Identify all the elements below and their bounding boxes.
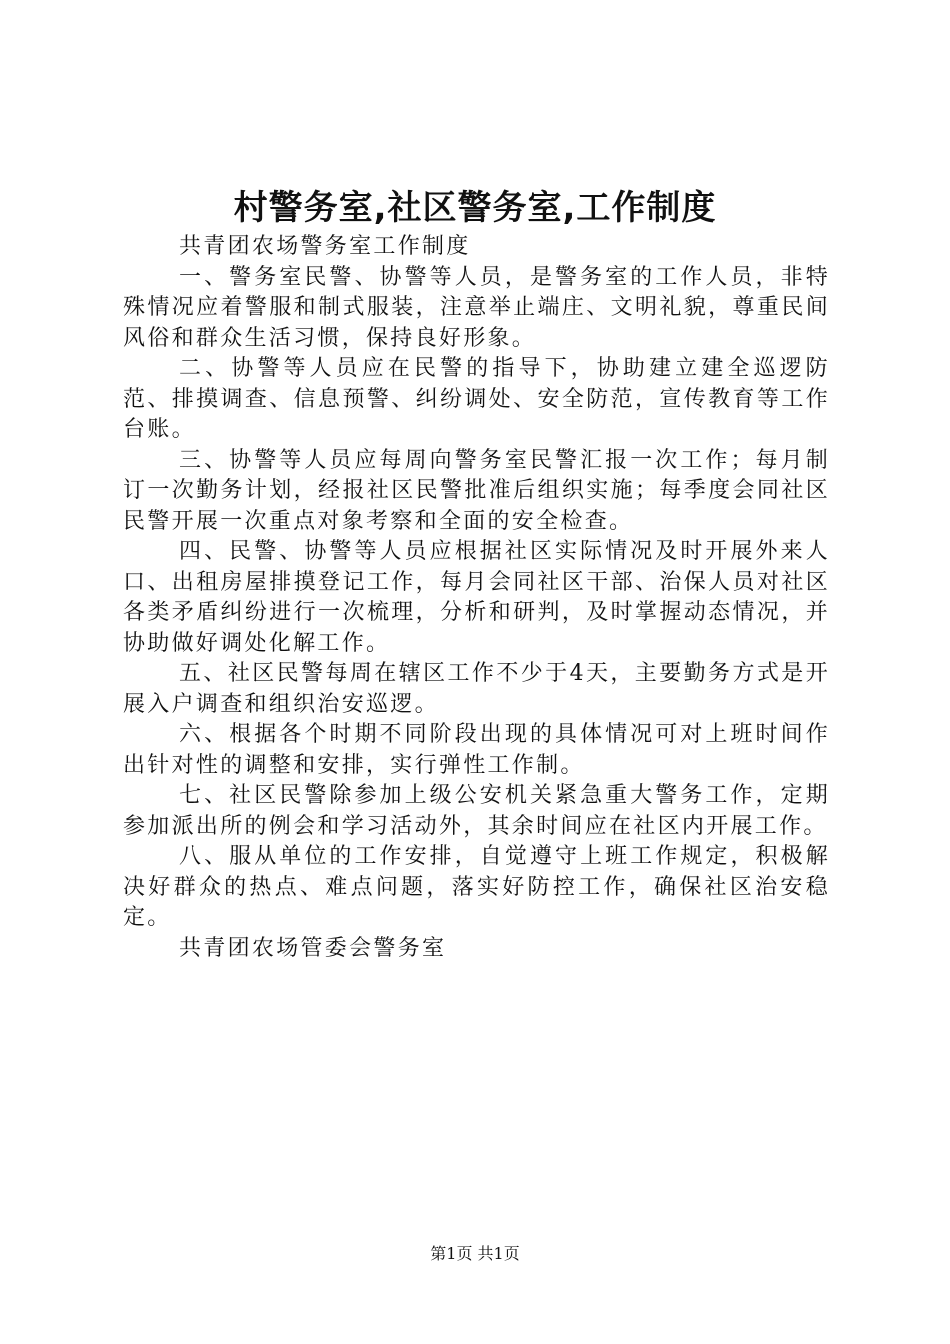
paragraph-3: 三、协警等人员应每周向警务室民警汇报一次工作；每月制订一次勤务计划，经报社区民警批准后组织实施；每季度会同社区民警开展一次重点对象考察和全面的安全检查。 xyxy=(123,447,830,534)
paragraph-5: 五、社区民警每周在辖区工作不少于4天，主要勤务方式是开展入户调查和组织治安巡逻。 xyxy=(123,661,830,717)
paragraph-7: 七、社区民警除参加上级公安机关紧急重大警务工作，定期参加派出所的例会和学习活动外，其余时间应在社区内开展工作。 xyxy=(123,783,830,839)
document-signature: 共青团农场管委会警务室 xyxy=(179,935,447,961)
document-title: 村警务室,社区警务室,工作制度 xyxy=(233,188,717,228)
paragraph-1: 一、警务室民警、协警等人员，是警务室的工作人员，非特殊情况应着警服和制式服装，注意举止端庄、文明礼貌，尊重民间风俗和群众生活习惯，保持良好形象。 xyxy=(123,264,830,351)
paragraph-8: 八、服从单位的工作安排，自觉遵守上班工作规定，积极解决好群众的热点、难点问题，落实好防控工作，确保社区治安稳定。 xyxy=(123,844,830,930)
document-heading: 共青团农场警务室工作制度 xyxy=(179,234,471,259)
paragraph-2: 二、协警等人员应在民警的指导下，协助建立建全巡逻防范、排摸调查、信息预警、纠纷调处、安全防范，宣传教育等工作台账。 xyxy=(123,356,830,442)
page-number: 第1页 共1页 xyxy=(430,1244,520,1263)
paragraph-6: 六、根据各个时期不同阶段出现的具体情况可对上班时间作出针对性的调整和安排，实行弹性工作制。 xyxy=(123,722,830,778)
document-body xyxy=(123,232,830,964)
paragraph-4: 四、民警、协警等人员应根据社区实际情况及时开展外来人口、出租房屋排摸登记工作，每月会同社区干部、治保人员对社区各类矛盾纠纷进行一次梳理，分析和研判，及时掌握动态情况，并协助做好调处化解工作。 xyxy=(123,539,830,656)
